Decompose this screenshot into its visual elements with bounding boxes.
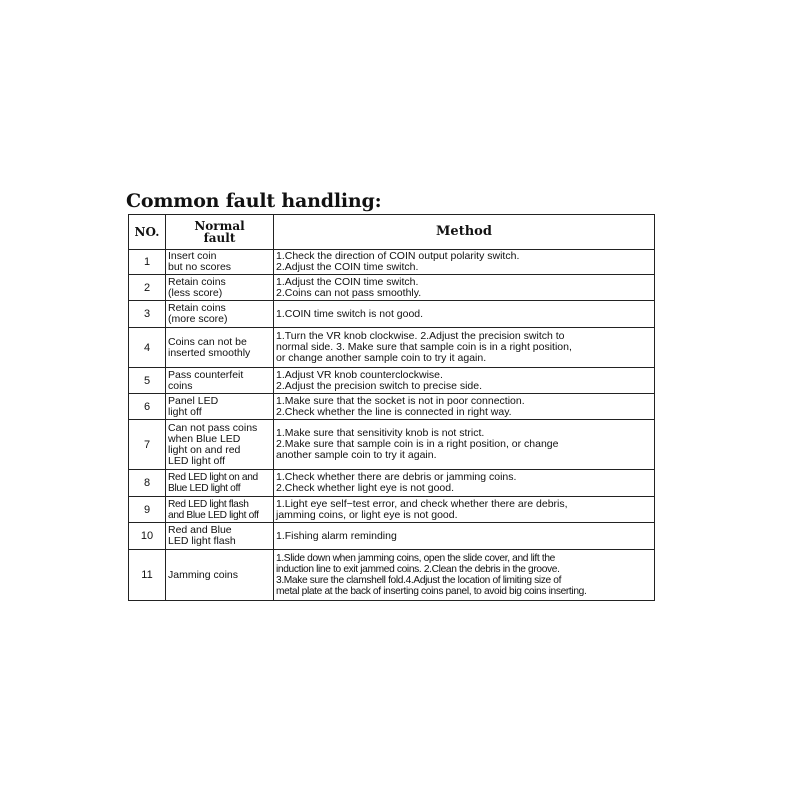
- row-number: 8: [129, 470, 166, 497]
- method-cell: 1.Light eye self−test error, and check whether there are debris, jamming coins, or light eye is not good.: [274, 497, 655, 523]
- method-cell: 1.Make sure that the socket is not in poor connection. 2.Check whether the line is connected in right way.: [274, 394, 655, 420]
- table-row: [129, 523, 655, 550]
- fault-cell: Coins can not be inserted smoothly: [166, 328, 274, 368]
- method-cell: 1.Adjust the COIN time switch. 2.Coins can not pass smoothly.: [274, 275, 655, 301]
- row-number: 4: [129, 328, 166, 368]
- method-cell: 1.Make sure that sensitivity knob is not strict. 2.Make sure that sample coin is in a right position, or change another sample coin to try it again.: [274, 420, 655, 470]
- row-number: 1: [129, 250, 166, 275]
- table-row: [129, 328, 655, 368]
- method-cell: 1.Check the direction of COIN output polarity switch. 2.Adjust the COIN time switch.: [274, 250, 655, 275]
- fault-cell: Jamming coins: [166, 550, 274, 601]
- column-header-fault: Normal fault: [166, 215, 274, 250]
- fault-cell: Panel LED light off: [166, 394, 274, 420]
- method-cell: 1.Check whether there are debris or jamming coins. 2.Check whether light eye is not good.: [274, 470, 655, 497]
- row-number: 3: [129, 301, 166, 328]
- fault-cell: Red LED light flash and Blue LED light off: [166, 497, 274, 523]
- fault-cell: Red and Blue LED light flash: [166, 523, 274, 550]
- page-title: Common fault handling:: [126, 190, 382, 212]
- method-cell: 1.Adjust VR knob counterclockwise. 2.Adjust the precision switch to precise side.: [274, 368, 655, 394]
- table-row: [129, 394, 655, 420]
- fault-cell: Pass counterfeit coins: [166, 368, 274, 394]
- table-row: [129, 497, 655, 523]
- method-cell: 1.Fishing alarm reminding: [274, 523, 655, 550]
- table-row: [129, 470, 655, 497]
- table-row: [129, 275, 655, 301]
- row-number: 2: [129, 275, 166, 301]
- method-cell: 1.Turn the VR knob clockwise. 2.Adjust the precision switch to normal side. 3. Make sure that sample coin is in a right position, or change another sample coin to try it again.: [274, 328, 655, 368]
- row-number: 11: [129, 550, 166, 601]
- row-number: 9: [129, 497, 166, 523]
- method-cell: 1.Slide down when jamming coins, open the slide cover, and lift the induction line to exit jammed coins. 2.Clean the debris in the groove. 3.Make sure the clamshell fold.4.Adjust the location of limiting size of metal plate at the back of inserting coins panel, to avoid big coins inserting.: [274, 550, 655, 601]
- fault-cell: Red LED light on and Blue LED light off: [166, 470, 274, 497]
- row-number: 6: [129, 394, 166, 420]
- table-row: [129, 550, 655, 601]
- fault-cell: Retain coins (more score): [166, 301, 274, 328]
- table-row: [129, 301, 655, 328]
- row-number: 7: [129, 420, 166, 470]
- column-header-method: Method: [274, 215, 655, 250]
- fault-handling-table: [128, 214, 655, 601]
- table-header-row: [129, 215, 655, 250]
- table-row: [129, 250, 655, 275]
- column-header-no: NO.: [129, 215, 166, 250]
- fault-cell: Insert coin but no scores: [166, 250, 274, 275]
- row-number: 5: [129, 368, 166, 394]
- table-row: [129, 368, 655, 394]
- fault-cell: Can not pass coins when Blue LED light on and red LED light off: [166, 420, 274, 470]
- fault-cell: Retain coins (less score): [166, 275, 274, 301]
- row-number: 10: [129, 523, 166, 550]
- method-cell: 1.COIN time switch is not good.: [274, 301, 655, 328]
- table-row: [129, 420, 655, 470]
